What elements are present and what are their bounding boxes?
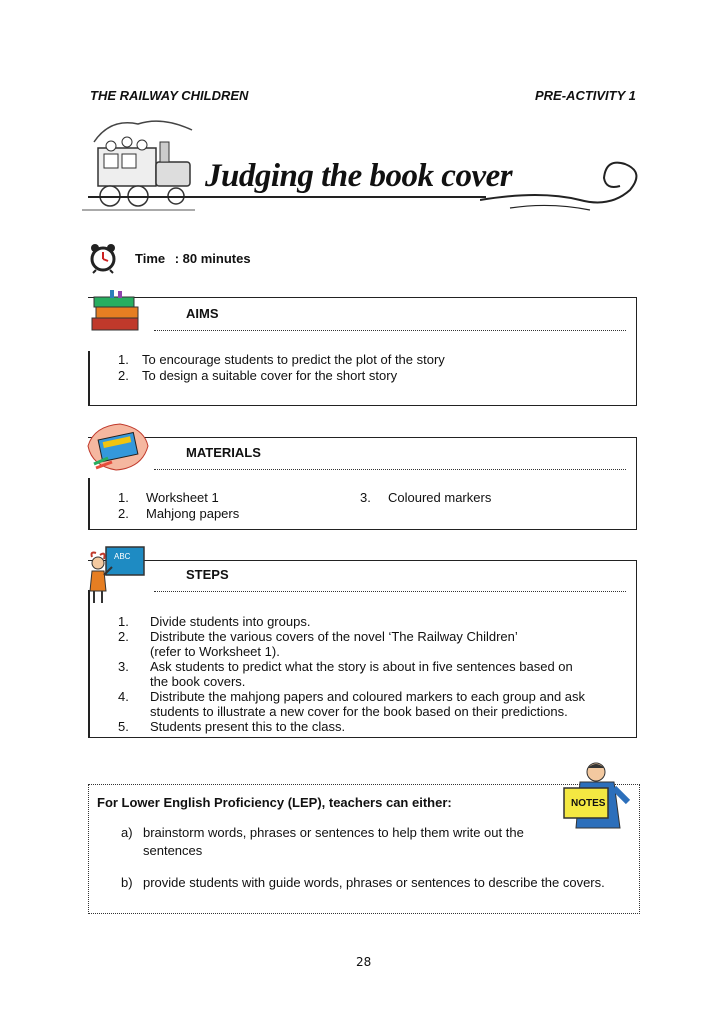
step-number: 3. bbox=[118, 659, 129, 674]
materials-item-number: 3. bbox=[360, 490, 371, 505]
steps-section bbox=[88, 560, 637, 738]
materials-item: Mahjong papers bbox=[146, 506, 240, 521]
materials-item-number: 2. bbox=[118, 506, 129, 521]
teacher-blackboard-icon bbox=[84, 543, 148, 607]
materials-item: Worksheet 1 bbox=[146, 490, 219, 505]
notes-badge: NOTES bbox=[571, 798, 606, 809]
aims-item-number: 2. bbox=[118, 368, 129, 383]
step-number: 5. bbox=[118, 719, 129, 734]
notes-item-line: brainstorm words, phrases or sentences to help them write out the bbox=[143, 825, 524, 840]
step-line: Distribute the various covers of the novel ‘The Railway Children’ bbox=[150, 629, 518, 644]
train-illustration-icon bbox=[80, 112, 200, 222]
step-line: Students present this to the class. bbox=[150, 719, 346, 734]
decorative-swirl-icon bbox=[480, 150, 650, 220]
materials-section bbox=[88, 437, 637, 530]
header-activity: PRE-ACTIVITY 1 bbox=[535, 88, 636, 103]
steps-title: STEPS bbox=[186, 567, 229, 582]
aims-item-number: 1. bbox=[118, 352, 129, 367]
aims-item: To encourage students to predict the plot of the story bbox=[142, 352, 445, 367]
materials-title: MATERIALS bbox=[186, 445, 261, 460]
step-number: 2. bbox=[118, 629, 129, 644]
aims-section bbox=[88, 297, 637, 406]
books-icon bbox=[88, 290, 148, 338]
step-line: Ask students to predict what the story is about in five sentences based on bbox=[150, 659, 573, 674]
step-line: Divide students into groups. bbox=[150, 614, 311, 629]
time-value: : 80 minutes bbox=[174, 251, 251, 266]
title-underline bbox=[88, 196, 486, 198]
crayons-icon bbox=[86, 420, 150, 474]
page-title: Judging the book cover bbox=[205, 158, 513, 194]
notes-presenter-icon bbox=[562, 758, 634, 838]
aims-item: To design a suitable cover for the short story bbox=[142, 368, 398, 383]
alarm-clock-icon bbox=[88, 242, 118, 274]
step-line: Distribute the mahjong papers and coloured markers to each group and ask bbox=[150, 689, 586, 704]
materials-item: Coloured markers bbox=[388, 490, 492, 505]
notes-heading: For Lower English Proficiency (LEP), teachers can either: bbox=[97, 795, 452, 810]
step-number: 1. bbox=[118, 614, 129, 629]
time-label: Time bbox=[135, 251, 166, 266]
step-line: the book covers. bbox=[150, 674, 246, 689]
aims-title: AIMS bbox=[186, 306, 219, 321]
header-title: THE RAILWAY CHILDREN bbox=[90, 88, 249, 103]
notes-item-label: a) bbox=[121, 825, 133, 840]
page-number: 28 bbox=[356, 955, 372, 969]
materials-item-number: 1. bbox=[118, 490, 129, 505]
svg-text:ABC: ABC bbox=[114, 552, 131, 561]
notes-item-label: b) bbox=[121, 875, 133, 890]
notes-item-line: sentences bbox=[143, 843, 203, 858]
step-line: (refer to Worksheet 1). bbox=[150, 644, 280, 659]
time-row bbox=[135, 251, 251, 266]
step-line: students to illustrate a new cover for the book based on their predictions. bbox=[150, 704, 568, 719]
notes-item-line: provide students with guide words, phrases or sentences to describe the covers. bbox=[143, 875, 605, 890]
step-number: 4. bbox=[118, 689, 129, 704]
notes-section bbox=[88, 784, 640, 914]
